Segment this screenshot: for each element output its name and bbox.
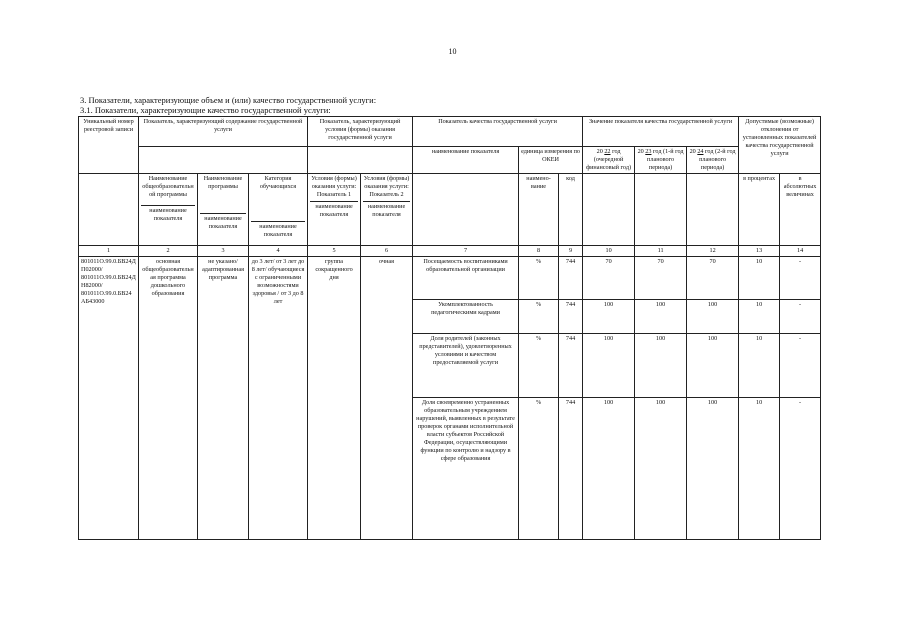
col-number: 2 bbox=[139, 246, 198, 257]
col-number: 12 bbox=[687, 246, 739, 257]
unit-code: 744 bbox=[559, 300, 583, 334]
header-sub-col-4: Условия (формы) оказания услуги: Показатель 1 наименование показателя bbox=[308, 174, 361, 246]
col-number: 4 bbox=[249, 246, 308, 257]
header-conditions-blank bbox=[308, 147, 413, 174]
section-3-1-title: 3.1. Показатели, характеризующие качество государственной услуги: bbox=[80, 105, 331, 115]
header-year-3: 20 24 год (2-й год планового периода) bbox=[687, 147, 739, 174]
value-year-3: 100 bbox=[687, 334, 739, 398]
header-year-1-blank bbox=[583, 174, 635, 246]
program-name-value: не указано/адаптированная программа bbox=[198, 257, 249, 540]
value-year-1: 100 bbox=[583, 398, 635, 540]
header-year-3-blank bbox=[687, 174, 739, 246]
unit-name: % bbox=[519, 300, 559, 334]
col-number: 13 bbox=[739, 246, 780, 257]
header-quality-value: Значение показателя качества государственной услуги bbox=[583, 117, 739, 147]
deviation-absolute: - bbox=[780, 300, 821, 334]
col-number: 5 bbox=[308, 246, 361, 257]
value-year-2: 100 bbox=[635, 300, 687, 334]
form-1-value: группа сокращенного дня bbox=[308, 257, 361, 540]
unit-code: 744 bbox=[559, 257, 583, 300]
unit-name: % bbox=[519, 334, 559, 398]
header-unique-number: Уникальный номер реестровой записи bbox=[79, 117, 139, 174]
registry-number: 801011О.99.0.БВ24ДП02000/ 801011О.99.0.БВ24ДН82000/ 801011О.99.0.БВ24АБ43000 bbox=[79, 257, 139, 540]
value-year-2: 70 bbox=[635, 257, 687, 300]
value-year-1: 100 bbox=[583, 334, 635, 398]
col-number: 7 bbox=[413, 246, 519, 257]
value-year-3: 100 bbox=[687, 300, 739, 334]
header-sub-col-2: Наименование программы наименование показателя bbox=[198, 174, 249, 246]
header-quality-indicator: Показатель качества государственной услуги bbox=[413, 117, 583, 147]
header-row-1 bbox=[79, 117, 821, 147]
header-content-indicator: Показатель, характеризующий содержание государственной услуги bbox=[139, 117, 308, 147]
header-row-2 bbox=[79, 147, 821, 174]
unit-name: % bbox=[519, 257, 559, 300]
col-number: 9 bbox=[559, 246, 583, 257]
header-sub-col-1: Наименование общеобразовательной программы наименование показателя bbox=[139, 174, 198, 246]
header-year-2: 20 23 год (1-й год планового периода) bbox=[635, 147, 687, 174]
column-numbers-row bbox=[79, 246, 821, 257]
header-in-absolute: в абсолютных величинах bbox=[780, 174, 821, 246]
deviation-percent: 10 bbox=[739, 300, 780, 334]
indicator-name: Доля родителей (законных представителей), удовлетворенных условиями и качеством предоставляемой услуги bbox=[413, 334, 519, 398]
header-content-blank bbox=[139, 147, 308, 174]
indicator-name: Посещаемость воспитанниками образовательной организации bbox=[413, 257, 519, 300]
header-year-1: 20 22 год (очередной финансовый год) bbox=[583, 147, 635, 174]
program-value: основная общеобразовательная программа дошкольного образования bbox=[139, 257, 198, 540]
indicator-name: Доля своевременно устраненных образовательным учреждением нарушений, выявленных в результате проверок органами исполнительной власти субъектов Российской Федерации, осуществляющими функции по контролю и надзору в сфере образования bbox=[413, 398, 519, 540]
header-indicator-blank bbox=[413, 174, 519, 246]
value-year-3: 100 bbox=[687, 398, 739, 540]
header-conditions-indicator: Показатель, характеризующий условия (формы) оказания государственной услуги bbox=[308, 117, 413, 147]
header-sub-col-5: Условия (формы) оказания услуги: Показатель 2 наименование показателя bbox=[361, 174, 413, 246]
value-year-2: 100 bbox=[635, 334, 687, 398]
header-in-percent: в процентах bbox=[739, 174, 780, 246]
value-year-1: 70 bbox=[583, 257, 635, 300]
deviation-absolute: - bbox=[780, 334, 821, 398]
deviation-absolute: - bbox=[780, 257, 821, 300]
unit-name: % bbox=[519, 398, 559, 540]
col-number: 14 bbox=[780, 246, 821, 257]
header-unique-blank bbox=[79, 174, 139, 246]
page-number: 10 bbox=[448, 47, 457, 56]
header-unit-code: код bbox=[559, 174, 583, 246]
deviation-percent: 10 bbox=[739, 257, 780, 300]
deviation-absolute: - bbox=[780, 398, 821, 540]
value-year-1: 100 bbox=[583, 300, 635, 334]
deviation-percent: 10 bbox=[739, 398, 780, 540]
unit-code: 744 bbox=[559, 334, 583, 398]
header-deviations: Допустимые (возможные) отклонения от установленных показателей качества государственной услуги bbox=[739, 117, 821, 174]
header-unit-name-cell: наимено-вание bbox=[519, 174, 559, 246]
header-indicator-name: наименование показателя bbox=[413, 147, 519, 174]
header-unit: единица измерения по ОКЕИ bbox=[519, 147, 583, 174]
value-year-2: 100 bbox=[635, 398, 687, 540]
table-row bbox=[79, 257, 821, 300]
header-row-4 bbox=[79, 174, 821, 246]
quality-indicators-table bbox=[78, 116, 821, 540]
header-sub-col-3: Категория обучающихся наименование показателя bbox=[249, 174, 308, 246]
form-2-value: очная bbox=[361, 257, 413, 540]
col-number: 8 bbox=[519, 246, 559, 257]
header-year-2-blank bbox=[635, 174, 687, 246]
value-year-3: 70 bbox=[687, 257, 739, 300]
category-value: до 3 лет/ от 3 лет до 8 лет/ обучающиеся с ограниченными возможностями здоровья / от 3 до 8 лет bbox=[249, 257, 308, 540]
col-number: 6 bbox=[361, 246, 413, 257]
indicator-name: Укомплектованность педагогическими кадрами bbox=[413, 300, 519, 334]
col-number: 11 bbox=[635, 246, 687, 257]
unit-code: 744 bbox=[559, 398, 583, 540]
deviation-percent: 10 bbox=[739, 334, 780, 398]
col-number: 3 bbox=[198, 246, 249, 257]
section-3-title: 3. Показатели, характеризующие объем и (или) качество государственной услуги: bbox=[80, 95, 377, 105]
col-number: 10 bbox=[583, 246, 635, 257]
col-number: 1 bbox=[79, 246, 139, 257]
